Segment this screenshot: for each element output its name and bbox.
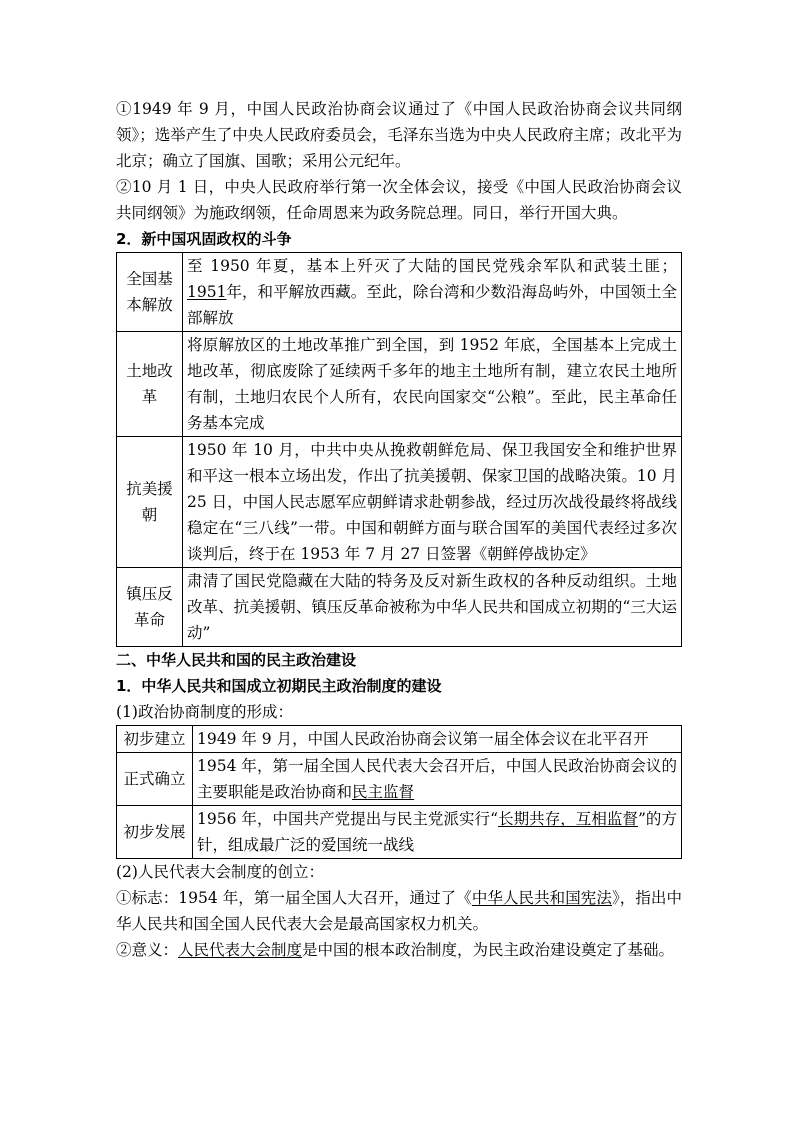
subsection-cppcc: (1)政治协商制度的形成： [116, 703, 293, 721]
table-row [117, 568, 682, 647]
row-text: 将原解放区的土地改革推广到全国，到 1952 年底，全国基本上完成土地改革，彻底废除了延续两千多年的地主土地所有制，建立农民土地所有制，土地归农民个人所有，农民向国家交“公粮”。至此，民主革命任务基本完成 [183, 332, 682, 437]
underlined-answer: 中华人民共和国宪法 [471, 889, 612, 907]
underlined-answer: 1951 [187, 283, 227, 301]
row-label: 土地改革 [117, 332, 183, 437]
subsection-heading-early-system: 1．中华人民共和国成立初期民主政治制度的建设 [116, 677, 442, 695]
table-row [117, 437, 682, 568]
paragraph-npc-significance: ②意义：人民代表大会制度是中国的根本政治制度，为民主政治建设奠定了基础。 [116, 941, 675, 959]
row-label: 抗美援朝 [117, 437, 183, 568]
consolidation-table [116, 252, 682, 647]
table-row [117, 332, 682, 437]
subsection-npc: (2)人民代表大会制度的创立： [116, 863, 324, 881]
document-page [116, 96, 682, 963]
section-heading-consolidation: 2．新中国巩固政权的斗争 [116, 230, 292, 248]
paragraph-npc-mark: ①标志：1954 年，第一届全国人大召开，通过了《中华人民共和国宪法》，指出中华人民共和国全国人民代表大会是最高国家权力机关。 [116, 889, 682, 933]
paragraph-1949-sept: ①1949 年 9 月，中国人民政治协商会议通过了《中国人民政治协商会议共同纲领》；选举产生了中央人民政府委员会，毛泽东当选为中央人民政府主席；改北平为北京；确立了国旗、国歌；采用公元纪年。 [116, 100, 682, 170]
underlined-answer: 人民代表大会制度 [178, 941, 303, 959]
row-label: 全国基本解放 [117, 253, 183, 332]
table-row [117, 726, 682, 753]
underlined-answer: 长期共存，互相监督 [498, 810, 638, 828]
table-row [117, 753, 682, 806]
part-heading-democracy: 二、中华人民共和国的民主政治建设 [116, 651, 357, 669]
row-label: 初步建立 [117, 726, 193, 753]
row-text: 1950 年 10 月，中共中央从挽救朝鲜危局、保卫我国安全和维护世界和平这一根本立场出发，作出了抗美援朝、保家卫国的战略决策。10 月 25 日，中国人民志愿军应朝鲜请求赴朝参战，经过历次战役最终将战线稳定在“三八线”一带。中国和朝鲜方面与联合国军的美国代表经过多次谈判后，终于在 1953 年 7 月 27 日签署《朝鲜停战协定》 [183, 437, 682, 568]
row-text: 1954 年，第一届全国人民代表大会召开后，中国人民政治协商会议的主要职能是政治协商和民主监督 [193, 753, 682, 806]
row-text: 1956 年，中国共产党提出与民主党派实行“长期共存，互相监督”的方针，组成最广泛的爱国统一战线 [193, 806, 682, 859]
table-row [117, 253, 682, 332]
row-label: 正式确立 [117, 753, 193, 806]
row-text: 1949 年 9 月，中国人民政治协商会议第一届全体会议在北平召开 [193, 726, 682, 753]
underlined-answer: 民主监督 [352, 783, 415, 801]
table-row [117, 806, 682, 859]
cppcc-table [116, 725, 682, 859]
paragraph-oct-1: ②10 月 1 日，中央人民政府举行第一次全体会议，接受《中国人民政治协商会议共同纲领》为施政纲领，任命周恩来为政务院总理。同日，举行开国大典。 [116, 178, 682, 222]
row-text: 肃清了国民党隐藏在大陆的特务及反对新生政权的各种反动组织。土地改革、抗美援朝、镇压反革命被称为中华人民共和国成立初期的“三大运动” [183, 568, 682, 647]
row-text: 至 1950 年夏，基本上歼灭了大陆的国民党残余军队和武装土匪；1951年，和平解放西藏。至此，除台湾和少数沿海岛屿外，中国领土全部解放 [183, 253, 682, 332]
row-label: 镇压反革命 [117, 568, 183, 647]
row-label: 初步发展 [117, 806, 193, 859]
